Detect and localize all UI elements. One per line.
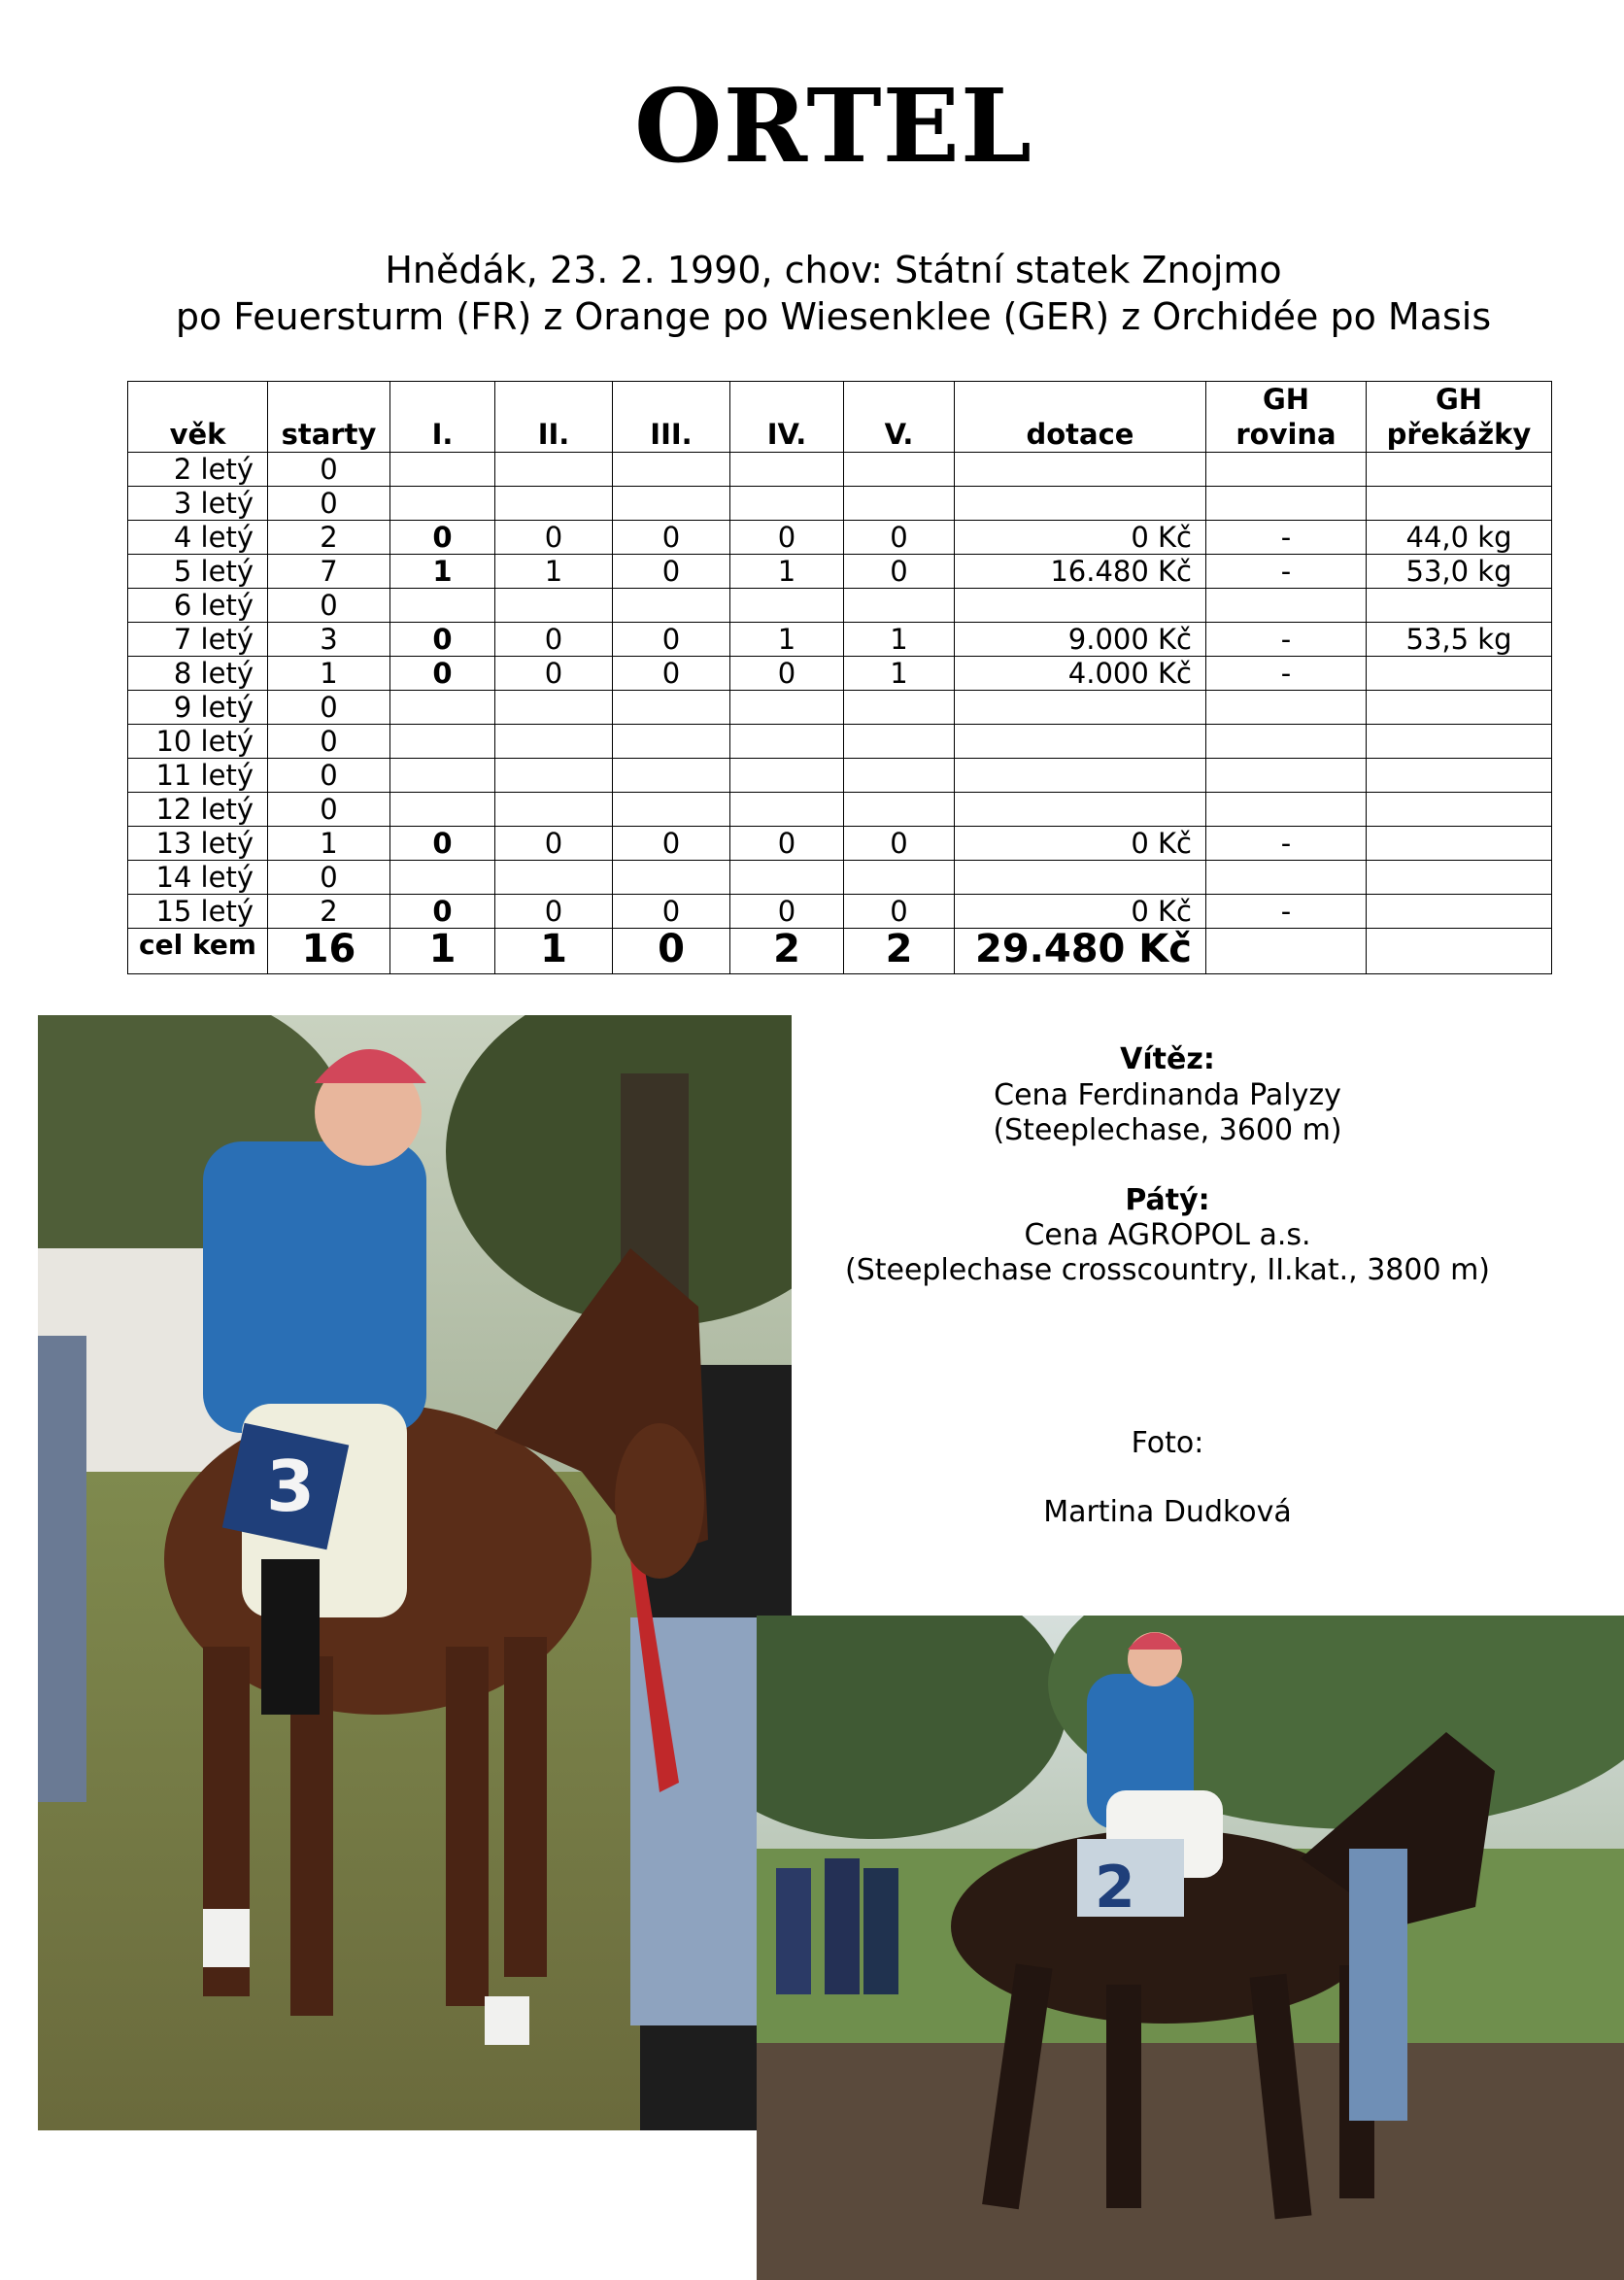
starts-cell: 0: [268, 725, 390, 759]
fifth-place-cell: [844, 691, 955, 725]
col-prize: dotace: [955, 382, 1206, 453]
age-cell: 11 letý: [128, 759, 268, 793]
gh-jump-cell: [1367, 861, 1552, 895]
age-cell: 4 letý: [128, 521, 268, 555]
table-row: [128, 657, 1552, 691]
table-row: [128, 827, 1552, 861]
gh-jump-cell: [1367, 657, 1552, 691]
second-place-cell: [495, 487, 613, 521]
second-place-cell: 0: [495, 521, 613, 555]
photo1-saddlecloth-number: 3: [266, 1446, 316, 1527]
gh-flat-cell: [1206, 861, 1367, 895]
fourth-place-cell: 1: [730, 623, 844, 657]
table-header-row: [128, 382, 1552, 453]
total-first: 1: [390, 929, 495, 974]
photo-horse-paddock: [38, 1015, 792, 2130]
starts-cell: 1: [268, 827, 390, 861]
col-gh-jump: GH překážky: [1367, 382, 1552, 453]
col-gh-flat: GH rovina: [1206, 382, 1367, 453]
third-place-cell: [613, 861, 730, 895]
fifth-place-cell: [844, 589, 955, 623]
col-fifth: V.: [844, 382, 955, 453]
starts-cell: 0: [268, 861, 390, 895]
first-place-cell: [390, 691, 495, 725]
table-row: [128, 453, 1552, 487]
fourth-place-cell: [730, 793, 844, 827]
fifth-place-cell: 0: [844, 521, 955, 555]
fourth-place-cell: [730, 453, 844, 487]
first-place-cell: 0: [390, 827, 495, 861]
prize-cell: [955, 759, 1206, 793]
horse-birth-breeder: Hnědák, 23. 2. 1990, chov: Státní statek Znojmo: [385, 249, 1282, 291]
age-cell: 10 letý: [128, 725, 268, 759]
total-gh-jump: [1367, 929, 1552, 974]
first-place-cell: [390, 487, 495, 521]
prize-cell: 9.000 Kč: [955, 623, 1206, 657]
fifth-place-cell: 1: [844, 657, 955, 691]
fifth-place-cell: [844, 487, 955, 521]
race-statistics-table: [127, 381, 1552, 974]
age-cell: 5 letý: [128, 555, 268, 589]
second-place-cell: [495, 725, 613, 759]
fifth-place-cell: 0: [844, 895, 955, 929]
starts-cell: 1: [268, 657, 390, 691]
first-place-cell: 0: [390, 623, 495, 657]
total-label: cel kem: [128, 929, 268, 974]
prize-cell: 16.480 Kč: [955, 555, 1206, 589]
gh-jump-cell: [1367, 725, 1552, 759]
third-place-cell: [613, 487, 730, 521]
gh-jump-cell: [1367, 589, 1552, 623]
gh-flat-cell: -: [1206, 827, 1367, 861]
starts-cell: 0: [268, 759, 390, 793]
first-place-cell: 0: [390, 657, 495, 691]
first-place-cell: 1: [390, 555, 495, 589]
second-place-cell: [495, 861, 613, 895]
gh-flat-cell: [1206, 793, 1367, 827]
fifth-detail: (Steeplechase crosscountry, II.kat., 3800 m): [845, 1253, 1490, 1287]
gh-jump-cell: 53,5 kg: [1367, 623, 1552, 657]
second-place-cell: [495, 793, 613, 827]
first-place-cell: [390, 861, 495, 895]
col-first: I.: [390, 382, 495, 453]
prize-cell: [955, 725, 1206, 759]
first-place-cell: [390, 589, 495, 623]
table-row: [128, 725, 1552, 759]
fifth-race: Cena AGROPOL a.s.: [1024, 1218, 1311, 1252]
third-place-cell: 0: [613, 521, 730, 555]
prize-cell: 4.000 Kč: [955, 657, 1206, 691]
second-place-cell: [495, 759, 613, 793]
third-place-cell: 0: [613, 623, 730, 657]
prize-cell: [955, 861, 1206, 895]
gh-flat-cell: -: [1206, 555, 1367, 589]
total-starts: 16: [268, 929, 390, 974]
winner-detail: (Steeplechase, 3600 m): [993, 1113, 1342, 1147]
photo-credit-label: Foto:: [1131, 1426, 1204, 1460]
gh-flat-cell: -: [1206, 623, 1367, 657]
age-cell: 8 letý: [128, 657, 268, 691]
table-row: [128, 589, 1552, 623]
fourth-place-cell: [730, 487, 844, 521]
fifth-place-cell: [844, 759, 955, 793]
second-place-cell: 0: [495, 827, 613, 861]
starts-cell: 0: [268, 487, 390, 521]
starts-cell: 0: [268, 691, 390, 725]
third-place-cell: 0: [613, 657, 730, 691]
third-place-cell: [613, 453, 730, 487]
photographer-name: Martina Dudková: [1043, 1495, 1292, 1529]
gh-jump-cell: 44,0 kg: [1367, 521, 1552, 555]
table-row: [128, 793, 1552, 827]
prize-cell: 0 Kč: [955, 895, 1206, 929]
second-place-cell: 0: [495, 657, 613, 691]
fourth-place-cell: [730, 691, 844, 725]
third-place-cell: 0: [613, 895, 730, 929]
age-cell: 6 letý: [128, 589, 268, 623]
gh-jump-cell: 53,0 kg: [1367, 555, 1552, 589]
winner-race: Cena Ferdinanda Palyzy: [994, 1078, 1341, 1112]
gh-flat-cell: -: [1206, 657, 1367, 691]
fourth-place-cell: 0: [730, 895, 844, 929]
age-cell: 3 letý: [128, 487, 268, 521]
age-cell: 2 letý: [128, 453, 268, 487]
total-gh-flat: [1206, 929, 1367, 974]
first-place-cell: [390, 759, 495, 793]
third-place-cell: [613, 793, 730, 827]
horse-pedigree: po Feuersturm (FR) z Orange po Wiesenklee (GER) z Orchidée po Masis: [175, 295, 1492, 338]
age-cell: 13 letý: [128, 827, 268, 861]
fourth-place-cell: [730, 861, 844, 895]
table-row: [128, 759, 1552, 793]
first-place-cell: 0: [390, 521, 495, 555]
starts-cell: 2: [268, 521, 390, 555]
gh-flat-cell: [1206, 759, 1367, 793]
winner-heading: Vítěz:: [1120, 1042, 1215, 1076]
fourth-place-cell: [730, 725, 844, 759]
table-row: [128, 521, 1552, 555]
prize-cell: [955, 487, 1206, 521]
second-place-cell: 1: [495, 555, 613, 589]
col-fourth: IV.: [730, 382, 844, 453]
total-fourth: 2: [730, 929, 844, 974]
age-cell: 9 letý: [128, 691, 268, 725]
prize-cell: [955, 793, 1206, 827]
fourth-place-cell: 0: [730, 657, 844, 691]
second-place-cell: [495, 589, 613, 623]
gh-jump-cell: [1367, 691, 1552, 725]
first-place-cell: [390, 725, 495, 759]
prize-cell: 0 Kč: [955, 521, 1206, 555]
total-fifth: 2: [844, 929, 955, 974]
fifth-heading: Pátý:: [1125, 1183, 1210, 1217]
third-place-cell: [613, 589, 730, 623]
gh-jump-cell: [1367, 759, 1552, 793]
fifth-place-cell: [844, 793, 955, 827]
first-place-cell: 0: [390, 895, 495, 929]
gh-flat-cell: [1206, 487, 1367, 521]
fifth-place-cell: 1: [844, 623, 955, 657]
fourth-place-cell: 0: [730, 827, 844, 861]
table-row: [128, 623, 1552, 657]
photo2-saddlecloth-number: 2: [1095, 1854, 1135, 1922]
prize-cell: [955, 589, 1206, 623]
age-cell: 15 letý: [128, 895, 268, 929]
fifth-place-cell: 0: [844, 827, 955, 861]
starts-cell: 0: [268, 453, 390, 487]
gh-flat-cell: [1206, 725, 1367, 759]
fourth-place-cell: [730, 759, 844, 793]
age-cell: 12 letý: [128, 793, 268, 827]
gh-jump-cell: [1367, 487, 1552, 521]
col-age: věk: [128, 382, 268, 453]
starts-cell: 0: [268, 589, 390, 623]
age-cell: 7 letý: [128, 623, 268, 657]
table-row: [128, 691, 1552, 725]
gh-flat-cell: [1206, 589, 1367, 623]
gh-jump-cell: [1367, 793, 1552, 827]
fifth-place-cell: 0: [844, 555, 955, 589]
second-place-cell: [495, 453, 613, 487]
table-total-row: [128, 929, 1552, 974]
table-row: [128, 555, 1552, 589]
gh-flat-cell: [1206, 691, 1367, 725]
horse-name: ORTEL: [634, 66, 1032, 186]
starts-cell: 2: [268, 895, 390, 929]
gh-jump-cell: [1367, 453, 1552, 487]
fifth-place-cell: [844, 725, 955, 759]
fifth-place-cell: [844, 453, 955, 487]
gh-flat-cell: [1206, 453, 1367, 487]
fourth-place-cell: [730, 589, 844, 623]
gh-flat-cell: -: [1206, 895, 1367, 929]
fourth-place-cell: 1: [730, 555, 844, 589]
third-place-cell: 0: [613, 555, 730, 589]
table-row: [128, 861, 1552, 895]
third-place-cell: [613, 725, 730, 759]
fourth-place-cell: 0: [730, 521, 844, 555]
col-starts: starty: [268, 382, 390, 453]
starts-cell: 0: [268, 793, 390, 827]
prize-cell: [955, 691, 1206, 725]
gh-jump-cell: [1367, 895, 1552, 929]
photo-horse-track: [757, 1616, 1624, 2280]
prize-cell: 0 Kč: [955, 827, 1206, 861]
gh-jump-cell: [1367, 827, 1552, 861]
fifth-place-cell: [844, 861, 955, 895]
second-place-cell: 0: [495, 623, 613, 657]
table-row: [128, 895, 1552, 929]
second-place-cell: [495, 691, 613, 725]
third-place-cell: 0: [613, 827, 730, 861]
col-third: III.: [613, 382, 730, 453]
age-cell: 14 letý: [128, 861, 268, 895]
total-second: 1: [495, 929, 613, 974]
first-place-cell: [390, 793, 495, 827]
starts-cell: 3: [268, 623, 390, 657]
first-place-cell: [390, 453, 495, 487]
starts-cell: 7: [268, 555, 390, 589]
gh-flat-cell: -: [1206, 521, 1367, 555]
prize-cell: [955, 453, 1206, 487]
total-prize: 29.480 Kč: [955, 929, 1206, 974]
table-row: [128, 487, 1552, 521]
total-third: 0: [613, 929, 730, 974]
third-place-cell: [613, 759, 730, 793]
second-place-cell: 0: [495, 895, 613, 929]
third-place-cell: [613, 691, 730, 725]
col-second: II.: [495, 382, 613, 453]
